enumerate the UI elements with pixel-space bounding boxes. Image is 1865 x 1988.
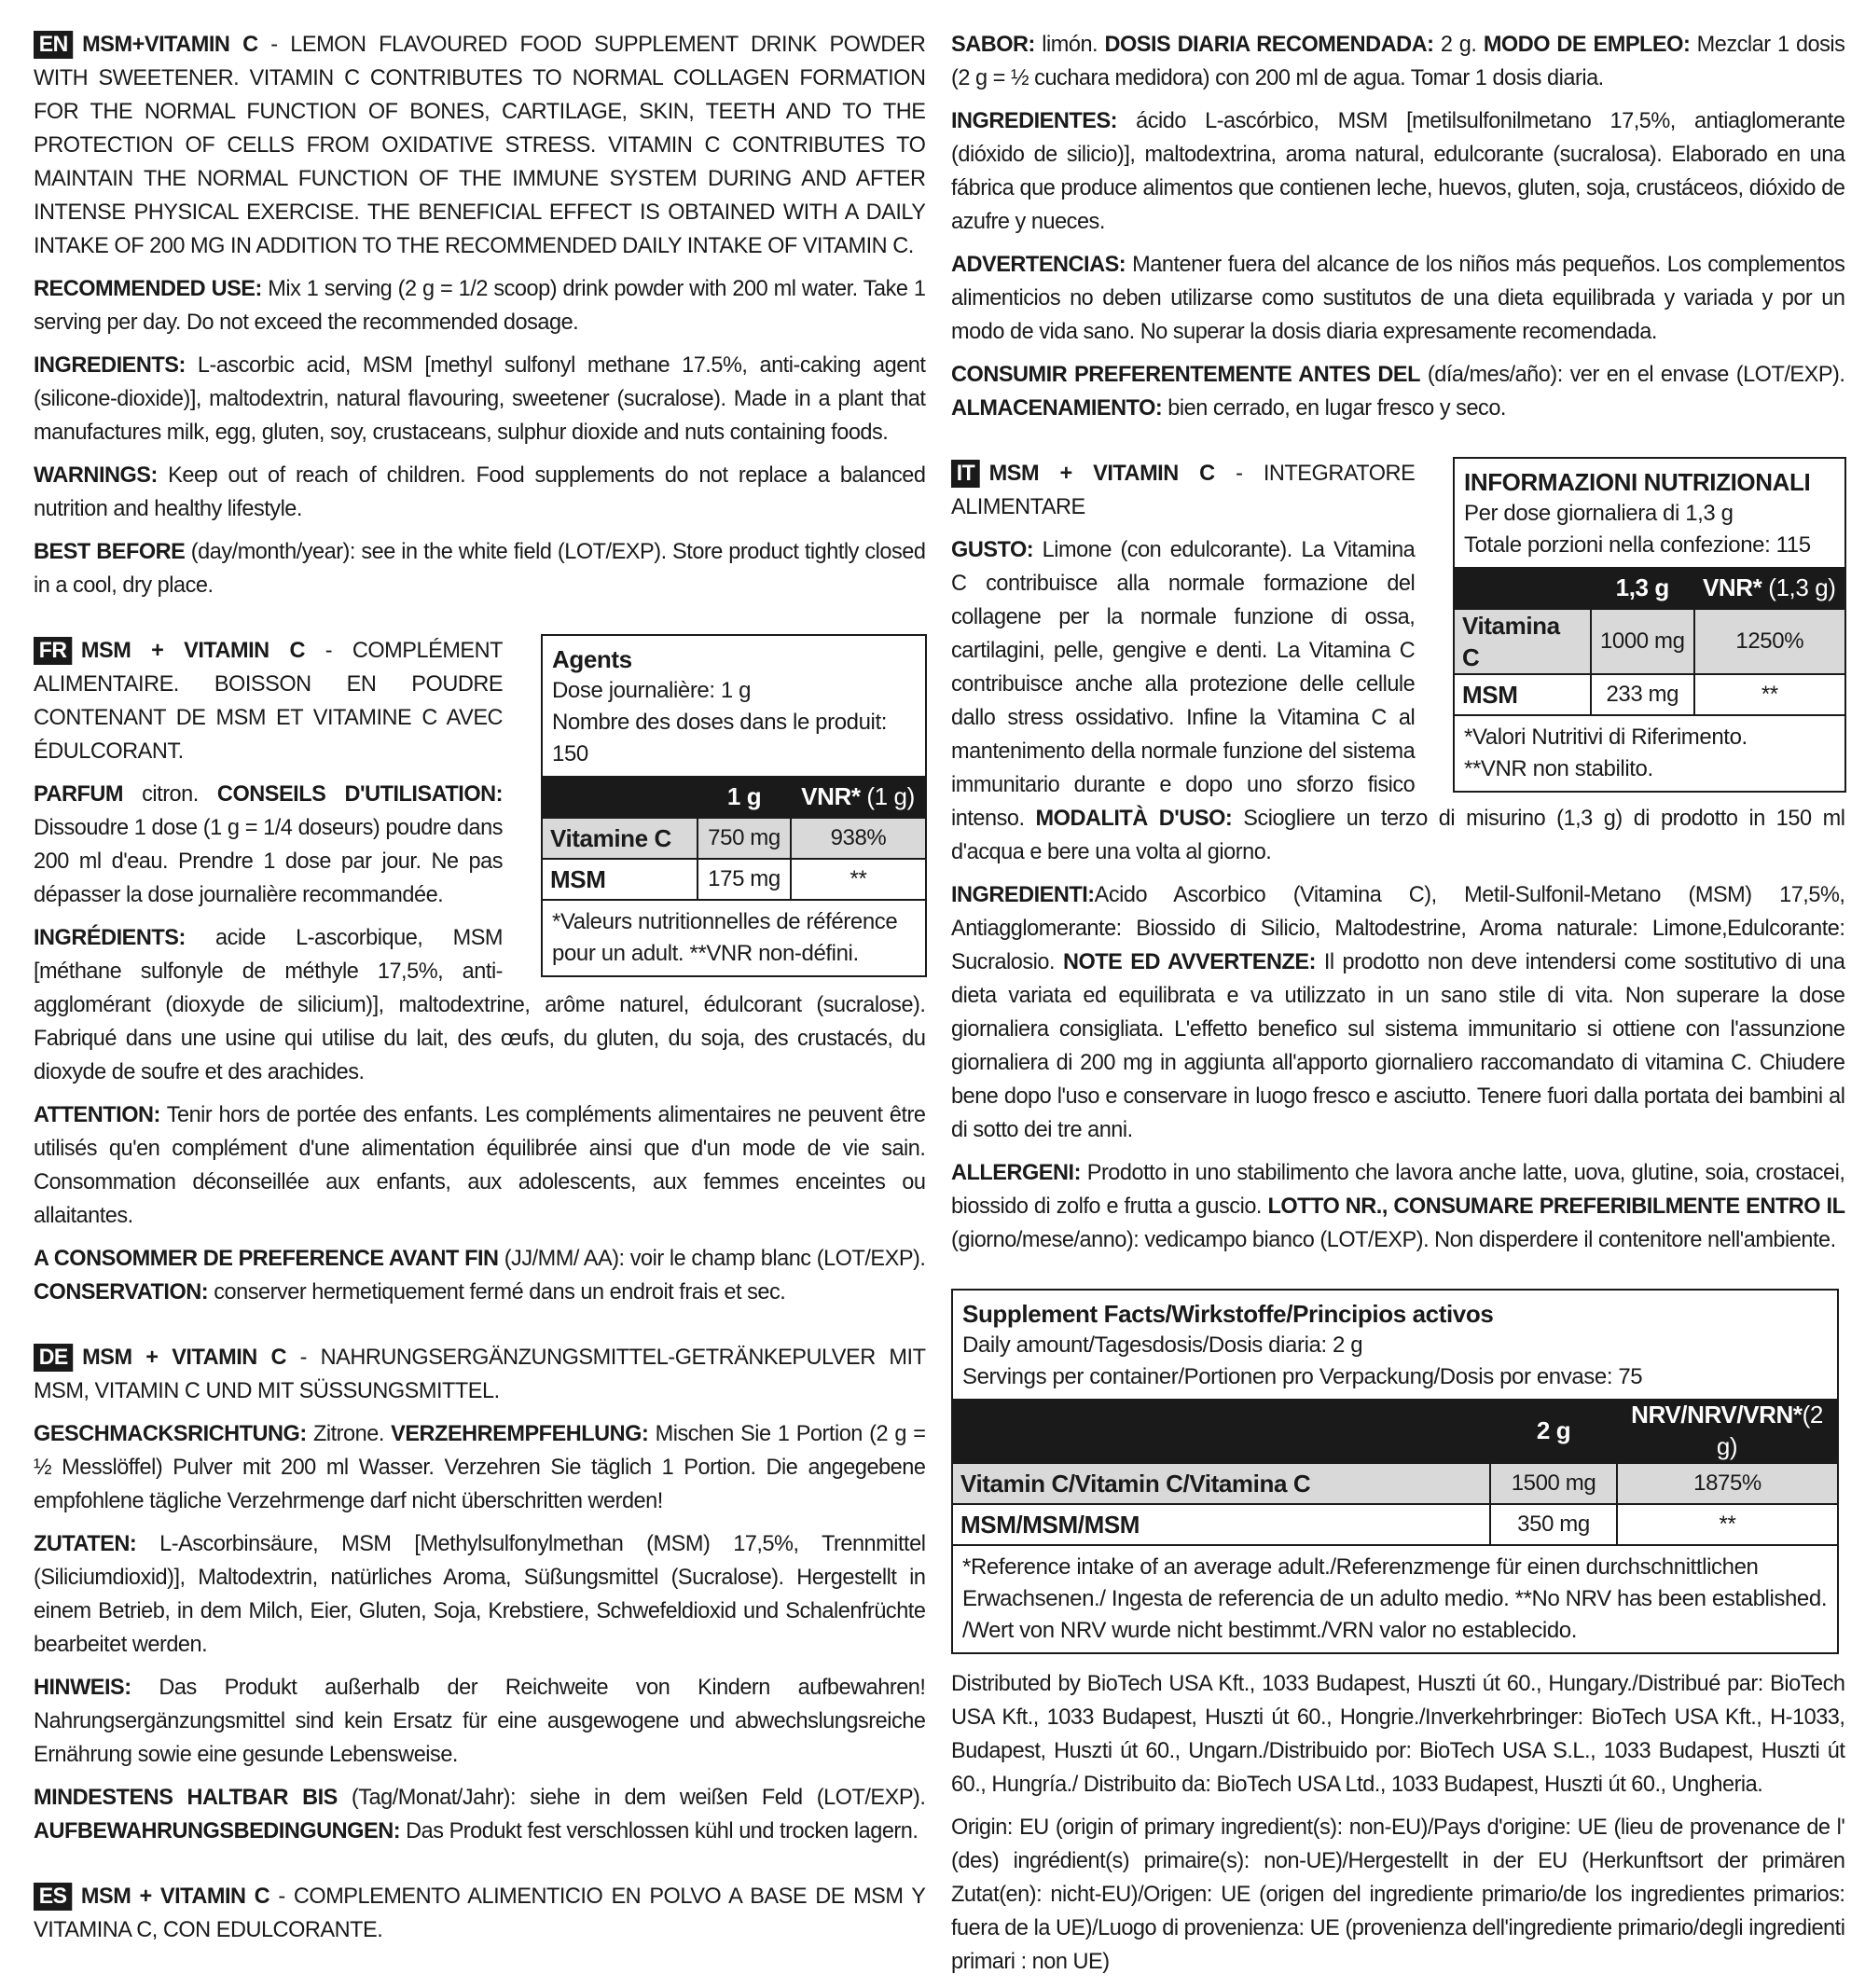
table-row: Vitamina C 1000 mg 1250%: [1455, 609, 1844, 674]
it-table-daily-dose: Per dose giornaliera di 1,3 g: [1464, 501, 1734, 526]
table-row: MSM 233 mg **: [1455, 674, 1844, 714]
fr-table-footnote: *Valeurs nutritionnelles de référence pour un adult. **VNR non-défini.: [543, 899, 925, 975]
de-hint: HINWEIS: Das Produkt außerhalb der Reichweite von Kindern aufbewahren! Nahrungsergänzungsmittel sind kein Ersatz für eine ausgewogene und abwechslungsreiche Ernährung sowie eine gesunde Lebensweise.: [34, 1675, 926, 1767]
fr-attention: ATTENTION: Tenir hors de portée des enfants. Les compléments alimentaires ne peuvent être utilisés qu'en complément d'une alimentation équilibrée ainsi que d'un mode de vie sain. Consommation déconseillée aux enfants, aux adolescents, aux femmes enceintes ou allaitantes.: [34, 1102, 926, 1228]
section-es: [951, 28, 1846, 425]
table-row: MSM/MSM/MSM 350 mg **: [953, 1504, 1837, 1544]
es-best-before: CONSUMIR PREFERENTEMENTE ANTES DEL (día/mes/año): ver en el envase (LOT/EXP). ALMACENAMIENTO: bien cerrado, en lugar fresco y seco.: [951, 362, 1845, 421]
fr-title: MSM + VITAMIN C: [80, 638, 305, 663]
es-warnings: ADVERTENCIAS: Mantener fuera del alcance de los niños más pequeños. Los complementos alimenticios no deben utilizarse como sustitutos de una dieta equilibrada y variada y por un modo de vida sano. No superar la dosis diaria expresamente recomendada.: [951, 252, 1845, 344]
es-title: MSM + VITAMIN C: [80, 1884, 270, 1909]
en-best-before: BEST BEFORE (day/month/year): see in the white field (LOT/EXP). Store product tightly closed in a cool, dry place.: [34, 539, 926, 598]
facts-title: Supplement Facts/Wirkstoffe/Principios activos: [962, 1300, 1494, 1328]
facts-footnote: *Reference intake of an average adult./Referenzmenge für einen durchschnittlichen Erwachsenen./ Ingesta de referencia de un adulto medio. **No NRV has been established. /Wert von NRV wurde nicht bestimmt./VRN valor no establecido.: [953, 1544, 1837, 1652]
fr-best-before: A CONSOMMER DE PREFERENCE AVANT FIN (JJ/MM/ AA): voir le champ blanc (LOT/EXP). CONSERVATION: conserver hermetiquement fermé dans un endroit frais et sec.: [34, 1246, 926, 1305]
fr-nutrition-table: Agents Dose journalière: 1 g Nombre des doses dans le produit: 150 1 g VNR* (1 g) Vitamine C 750 mg 938% MSM 175 mg ** *Valeurs nutritionnelles de référence pour un adult. **VNR non-défini.: [541, 634, 927, 977]
it-nutrition-table: INFORMAZIONI NUTRIZIONALI Per dose giornaliera di 1,3 g Totale porzioni nella confezione: 115 1,3 g VNR* (1,3 g) Vitamina C 1000 mg 1250% MSM 233 mg ** *Valori Nutritivi di Riferimento. **VNR non stabilito.: [1453, 457, 1846, 793]
lang-badge-en: EN: [34, 31, 74, 59]
section-it: [951, 457, 1846, 1257]
facts-daily-amount: Daily amount/Tagesdosis/Dosis diaria: 2 g: [962, 1332, 1363, 1358]
table-row: Vitamin C/Vitamin C/Vitamina C 1500 mg 1875%: [953, 1463, 1837, 1504]
de-ingredients: ZUTATEN: L-Ascorbinsäure, MSM [Methylsulfonylmethan (MSM) 17,5%, Trennmittel (Siliciumdioxid)], Maltodextrin, natürliches Aroma, Süßungsmittel (Sucralose). Hergestellt in einem Betrieb, in dem Milch, Eier, Gluten, Soja, Krebstiere, Schwefeldioxid und Schalenfrüchte bearbeitet werden.: [34, 1531, 926, 1657]
es-ingredients: INGREDIENTES: ácido L-ascórbico, MSM [metilsulfonilmetano 17,5%, antiaglomerante (dióxido de silicio)], maltodextrina, aroma natural, edulcorante (sucralosa). Elaborado en una fábrica que produce alimentos que contienen leche, huevos, gluten, soja, crustáceos, dióxido de azufre y nueces.: [951, 108, 1845, 234]
fr-table-title: Agents: [552, 645, 632, 673]
lang-badge-es: ES: [34, 1883, 72, 1911]
fr-table-daily-dose: Dose journalière: 1 g: [552, 678, 752, 703]
fr-ingredients: INGRÉDIENTS: acide L-ascorbique, MSM [méthane sulfonyle de méthyle 17,5%, anti-agglomérant (dioxyde de silicium)], maltodextrine, arôme naturel, édulcorant (sucralose). Fabriqué dans une usine qui utilise du lait, des œufs, du gluten, du soja, des crustacés, du dioxyde de soufre et des arachides.: [34, 925, 926, 1084]
section-de: [34, 1341, 927, 1848]
origin-info: Origin: EU (origin of primary ingredient(s): non-EU)/Pays d'origine: UE (lieu de provenance de l' (des) ingrédient(s) primaire(s): non-UE)/Hergestellt in der EU (Herkunftsort der primären Zutat(en): nicht-EU)/Origen: UE (origen del ingrediente primario/de los ingredientes primarios: fuera de la UE)/Luogo di provenienza: UE (provenienza dell'ingrediente primario/degli ingredienti primari : non UE): [951, 1815, 1845, 1974]
lang-badge-de: DE: [34, 1344, 74, 1372]
de-best-before: MINDESTENS HALTBAR BIS (Tag/Monat/Jahr): siehe in dem weißen Feld (LOT/EXP). AUFBEWAHRUNGSBEDINGUNGEN: Das Produkt fest verschlossen kühl und trocken lagern.: [34, 1785, 926, 1843]
de-title: MSM + VITAMIN C: [82, 1345, 286, 1370]
en-warnings: WARNINGS: Keep out of reach of children. Food supplements do not replace a balanced nutrition and healthy lifestyle.: [34, 462, 926, 521]
en-title: MSM+VITAMIN C: [82, 32, 258, 57]
fr-intro: FR MSM + VITAMIN C - COMPLÉMENT ALIMENTAIRE. BOISSON EN POUDRE CONTENANT DE MSM ET VITAMINE C AVEC ÉDULCORANT.: [34, 638, 504, 764]
right-column: [951, 28, 1846, 1988]
it-intro: IT MSM + VITAMIN C - INTEGRATORE ALIMENTARE: [951, 461, 1416, 519]
it-title: MSM + VITAMIN C: [988, 461, 1215, 486]
section-en: [34, 28, 927, 602]
en-recommended-use: RECOMMENDED USE: Mix 1 serving (2 g = 1/2 scoop) drink powder with 200 ml water. Take 1 serving per day. Do not exceed the recommended dosage.: [34, 276, 926, 335]
es-usage: SABOR: limón. DOSIS DIARIA RECOMENDADA: 2 g. MODO DE EMPLEO: Mezclar 1 dosis (2 g = ½ cuchara medidora) con 200 ml de agua. Tomar 1 dosis diaria.: [951, 32, 1845, 90]
table-row: MSM 175 mg **: [543, 859, 925, 899]
facts-servings: Servings per container/Portionen pro Verpackung/Dosis por envase: 75: [962, 1364, 1643, 1389]
section-es-intro: [34, 1880, 927, 1947]
de-intro: DE MSM + VITAMIN C - NAHRUNGSERGÄNZUNGSMITTEL-GETRÄNKEPULVER MIT MSM, VITAMIN C UND MIT SÜSSUNGSMITTEL.: [34, 1345, 926, 1403]
en-intro: EN MSM+VITAMIN C - LEMON FLAVOURED FOOD SUPPLEMENT DRINK POWDER WITH SWEETENER. VITAMIN C CONTRIBUTES TO NORMAL COLLAGEN FORMATION FOR THE NORMAL FUNCTION OF BONES, CARTILAGE, SKIN, TEETH AND TO THE PROTECTION OF CELLS FROM OXIDATIVE STRESS. VITAMIN C CONTRIBUTES TO MAINTAIN THE NORMAL FUNCTION OF THE IMMUNE SYSTEM DURING AND AFTER INTENSE PHYSICAL EXERCISE. THE BENEFICIAL EFFECT IS OBTAINED WITH A DAILY INTAKE OF 200 MG IN ADDITION TO THE RECOMMENDED DAILY INTAKE OF VITAMIN C.: [34, 32, 926, 258]
distributor-info: Distributed by BioTech USA Kft., 1033 Budapest, Huszti út 60., Hungary./Distribué par: BioTech USA Kft., 1033 Budapest, Huszti út 60., Hongrie./Inverkehrbringer: BioTech USA Kft., H-1033, Budapest, Huszti út 60., Ungarn./Distribuido por: BioTech USA S.L., 1033 Budapest, Huszti út 60., Hungría./ Distribuito da: BioTech USA Ltd., 1033 Budapest, Huszti út 60., Ungheria.: [951, 1671, 1845, 1797]
it-table-title: INFORMAZIONI NUTRIZIONALI: [1464, 468, 1811, 496]
fr-table-servings: Nombre des doses dans le produit: 150: [552, 710, 888, 766]
fr-usage: PARFUM citron. CONSEILS D'UTILISATION: Dissoudre 1 dose (1 g = 1/4 doseurs) poudre dans 200 ml d'eau. Prendre 1 dose par jour. Ne pas dépasser la dose journalière recommandée.: [34, 781, 504, 907]
it-table-footnote: *Valori Nutritivi di Riferimento. **VNR non stabilito.: [1455, 714, 1844, 791]
it-allergens: ALLERGENI: Prodotto in uno stabilimento che lavora anche latte, uova, glutine, soia, crostacei, biossido di zolfo e frutta a guscio. LOTTO NR., CONSUMARE PREFERIBILMENTE ENTRO IL (giorno/mese/anno): vedicampo bianco (LOT/EXP). Non disperdere il contenitore nell'ambiente.: [951, 1160, 1845, 1252]
lang-badge-fr: FR: [34, 637, 72, 665]
es-intro: ES MSM + VITAMIN C - COMPLEMENTO ALIMENTICIO EN POLVO A BASE DE MSM Y VITAMINA C, CON EDULCORANTE.: [34, 1884, 926, 1942]
en-ingredients: INGREDIENTS: L-ascorbic acid, MSM [methyl sulfonyl methane 17.5%, anti-caking agent (silicone-dioxide)], maltodextrin, natural flavouring, sweetener (sucralose). Made in a plant that manufactures milk, egg, gluten, soy, crustaceans, sulphur dioxide and nuts containing foods.: [34, 352, 926, 445]
section-fr: [34, 634, 927, 1309]
it-table-servings: Totale porzioni nella confezione: 115: [1464, 532, 1811, 558]
lang-badge-it: IT: [951, 460, 980, 488]
it-taste: GUSTO: Limone (con edulcorante). La Vitamina C contribuisce alla normale formazione del collagene per la normale funzione di ossa, cartilagini, pelle, gengive e denti. La Vitamina C contribuisce anche alla protezione delle cellule dallo stress ossidativo. Infine la Vitamina C al mantenimento della normale funzione del sistema immunitario durante e dopo uno sforzo fisico intenso. MODALITÀ D'USO: Sciogliere un terzo di misurino (1,3 g) di prodotto in 150 ml d'acqua e bere una volta al giorno.: [951, 537, 1845, 864]
de-usage: GESCHMACKSRICHTUNG: Zitrone. VERZEHREMPFEHLUNG: Mischen Sie 1 Portion (2 g = ½ Messlöffel) Pulver mit 200 ml Wasser. Verzehren Sie täglich 1 Portion. Die angegebene empfohlene tägliche Verzehrmenge darf nicht überschritten werden!: [34, 1421, 926, 1513]
left-column: [34, 28, 927, 1956]
table-row: Vitamine C 750 mg 938%: [543, 818, 925, 859]
it-ingredients: INGREDIENTI:Acido Ascorbico (Vitamina C), Metil-Sulfonil-Metano (MSM) 17,5%, Antiagglomerante: Biossido di Silicio, Maltodestrine, Aroma naturale: Limone,Edulcorante: Sucralosio. NOTE ED AVVERTENZE: Il prodotto non deve intendersi come sostitutivo di una dieta variata ed equilibrata e va utilizzato in un sano stile di vita. Non superare la dose giornaliera consigliata. L'effetto benefico sul sistema immunitario si ottiene con l'assunzione giornaliera di 200 mg in aggiunta all'apporto giornaliero raccomandato di vitamina C. Chiudere bene dopo l'uso e conservare in luogo fresco e asciutto. Tenere fuori dalla portata dei bambini al di sotto dei tre anni.: [951, 882, 1845, 1142]
supplement-facts-table: Supplement Facts/Wirkstoffe/Principios activos Daily amount/Tagesdosis/Dosis diaria: 2 g Servings per container/Portionen pro Verpackung/Dosis por envase: 75 2 g NRV/NRV/VRN*(2 g) Vitamin C/Vitamin C/Vitamina C 1500 mg 1875% MSM/MSM/MSM 350 mg ** *Reference intake of an average adult./Referenzmenge für einen durchschnittlichen Erwachsenen./ Ingesta de referencia de un adulto medio. **No NRV has been established. /Wert von NRV wurde nicht bestimmt./VRN valor no establecido.: [951, 1289, 1839, 1654]
